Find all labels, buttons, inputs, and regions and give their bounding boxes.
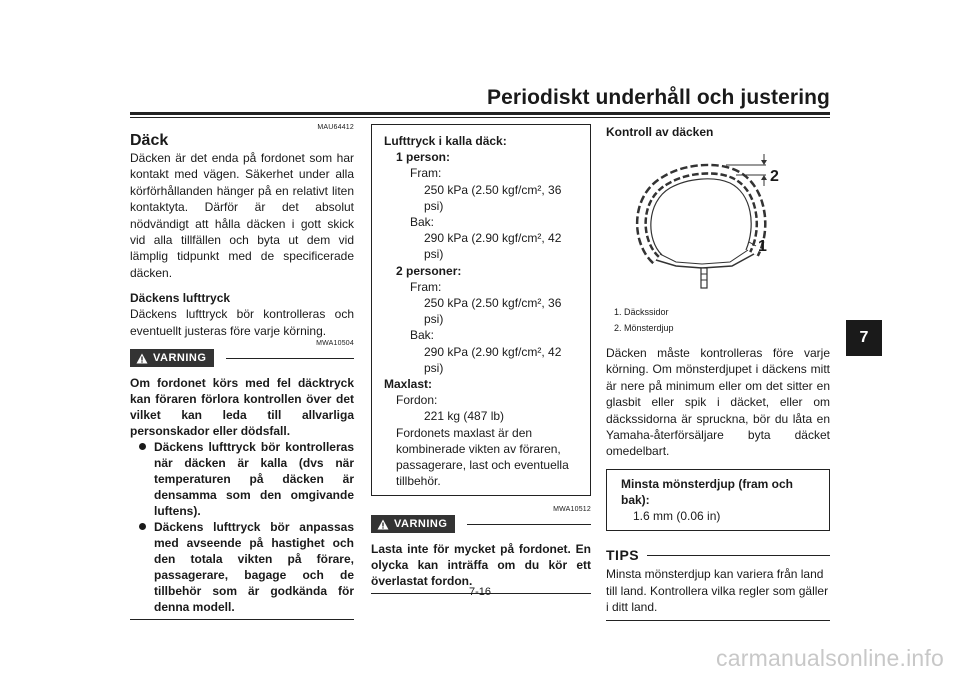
figure-label-tread-depth: 2 — [770, 168, 779, 185]
spec-one-front-value: 250 kPa (2.50 kgf/cm², 36 psi) — [424, 182, 562, 213]
spec-max-load: Maxlast: — [384, 377, 433, 392]
min-tread-value: 1.6 mm (0.06 in) — [633, 509, 721, 524]
warning-label: VARNING — [394, 518, 448, 531]
pressure-heading: Däckens lufttryck — [130, 291, 231, 306]
list-item: Däckens lufttryck bör anpassas med avseende på hastighet och den totala vikten på förare, passagerare, bagage och de tillbehör som är godkända för denna modell. — [130, 519, 354, 615]
header-rule — [130, 112, 830, 115]
tire-pressure-spec-box — [371, 124, 591, 496]
spec-vehicle-value: 221 kg (487 lb) — [424, 409, 505, 424]
warning-badge — [371, 515, 455, 533]
tire-figure — [606, 142, 830, 302]
warning-end-rule — [130, 619, 354, 620]
spec-two-front-value: 250 kPa (2.50 kgf/cm², 36 psi) — [424, 296, 562, 327]
min-tread-spec-box — [606, 469, 830, 532]
caption-item: 2. Mönsterdjup — [614, 323, 674, 333]
warning-badge — [130, 349, 214, 367]
tips-header — [606, 547, 830, 563]
spec-two-rear-value: 290 kPa (2.90 kgf/cm², 42 psi) — [424, 344, 562, 375]
spec-front-label: Fram: — [410, 166, 442, 181]
watermark: carmanualsonline.info — [716, 645, 944, 671]
tips-text: Minsta mönsterdjup kan variera från land till land. Kontrollera vilka regler som gäller i ditt land. — [606, 567, 829, 615]
column-left — [130, 124, 354, 620]
spec-rear-label: Bak: — [410, 215, 435, 230]
warning-text: Lasta inte för mycket på fordonet. En olycka kan inträffa om du kör ett överlastat fordon. — [371, 542, 591, 589]
warning-code: MWA10512 — [553, 506, 591, 514]
column-right — [606, 124, 830, 621]
warning-code: MWA10504 — [316, 340, 354, 348]
figure-label-sidewall: 1 — [758, 238, 767, 255]
page-number: 7-16 — [468, 586, 492, 598]
warning-header — [371, 515, 591, 533]
figure-captions — [606, 304, 830, 336]
header-rule-thin — [130, 117, 830, 118]
warning-text: Om fordonet körs med fel däcktryck kan föraren förlora kontrollen över det vilket kan leda till allvarliga personskador eller dödsfall. — [130, 376, 354, 439]
warning-label: VARNING — [153, 352, 207, 365]
column-middle — [371, 124, 591, 594]
spec-max-note: Fordonets maxlast är den kombinerade vikten av föraren, passagerare, last och eventuella tillbehör. — [396, 425, 569, 489]
tire-cross-section-icon — [606, 142, 830, 302]
spec-two-persons: 2 personer: — [396, 263, 462, 278]
spec-one-person: 1 person: — [396, 150, 451, 165]
warning-header — [130, 349, 354, 367]
warning-triangle-icon — [377, 519, 389, 530]
page-title: Periodiskt underhåll och justering — [487, 86, 830, 109]
tips-label: TIPS — [606, 547, 640, 564]
spec-rear-label: Bak: — [410, 328, 435, 343]
caption-item: 1. Däckssidor — [614, 307, 669, 317]
spec-vehicle-label: Fordon: — [396, 393, 438, 408]
list-item: Däckens lufttryck bör kontrolleras när däcken är kalla (dvs när temperaturen på däcken är densamma som den omgivande luftens). — [130, 439, 354, 519]
min-tread-title: Minsta mönsterdjup (fram och bak): — [621, 476, 794, 508]
intro-text: Däcken är det enda på fordonet som har kontakt med vägen. Säkerhet under alla körförhållanden hänger på en relativt liten kontaktyta. Därför är det absolut nödvändigt att hålla däcken i gott skick vid alla tillfällen och byta ut dem vid lämplig tidpunkt med de specificerade däcken. — [130, 151, 354, 280]
chapter-tab: 7 — [846, 320, 882, 356]
check-body-text: Däcken måste kontrolleras före varje körning. Om mönsterdjupet i däckens mitt är nere på minimum eller om det sitter en glasbit eller spik i däcket, eller om däckssidorna är spruckna, bör du låta en Yamaha-återförsäljare byta däcket omedelbart. — [606, 346, 830, 459]
spec-title: Lufttryck i kalla däck: — [384, 134, 507, 148]
section-title: Däck — [130, 132, 169, 149]
tips-end-rule — [606, 620, 830, 621]
spec-front-label: Fram: — [410, 279, 442, 294]
spec-one-rear-value: 290 kPa (2.90 kgf/cm², 42 psi) — [424, 231, 562, 262]
pressure-text: Däckens lufttryck bör kontrolleras och eventuellt justeras före varje körning. — [130, 307, 354, 338]
section-code: MAU64412 — [317, 124, 354, 131]
warning-triangle-icon — [136, 353, 148, 364]
check-heading: Kontroll av däcken — [606, 125, 714, 139]
